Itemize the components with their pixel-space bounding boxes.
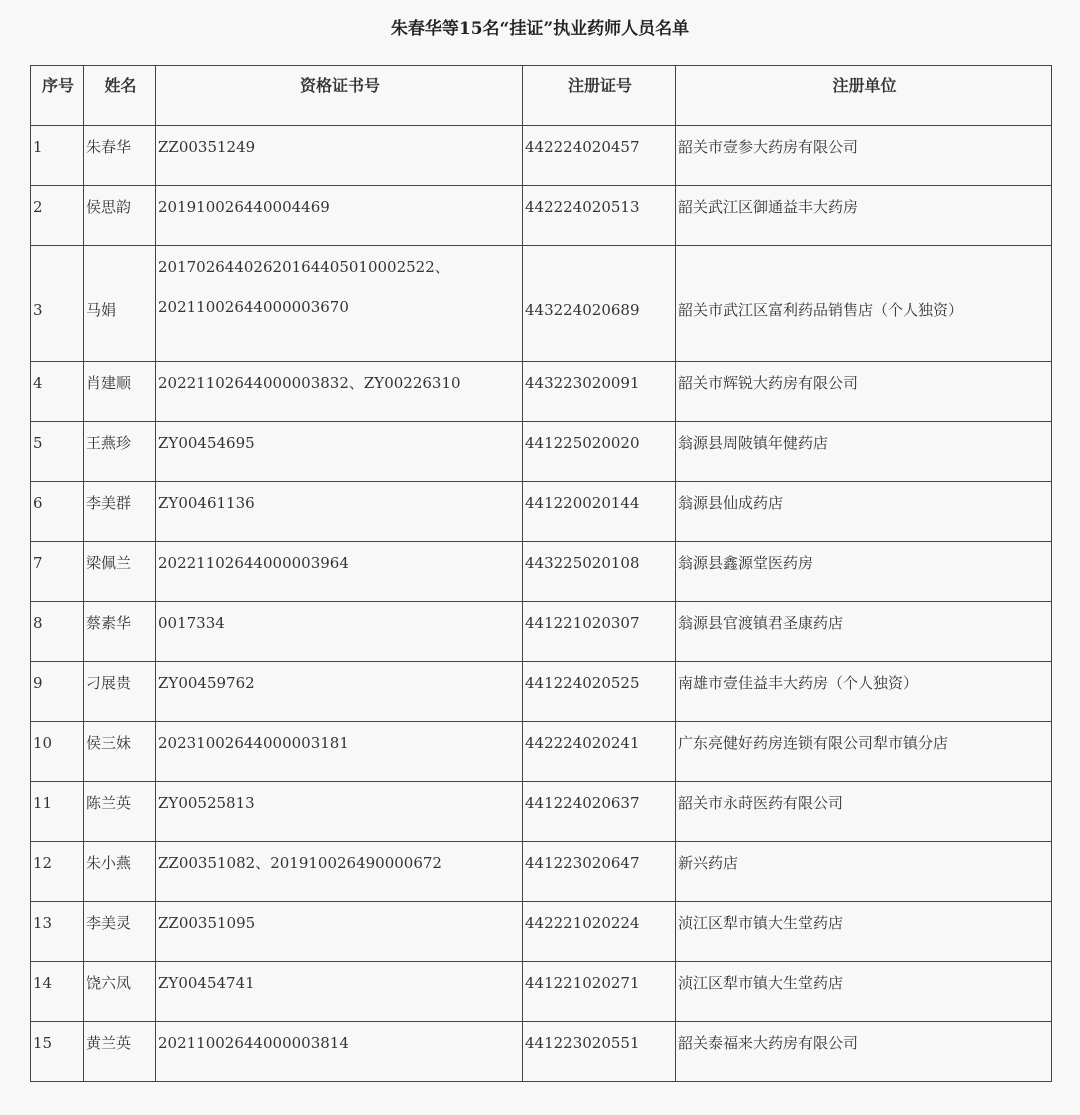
cell-index: 5	[31, 422, 84, 482]
cell-index: 9	[31, 662, 84, 722]
table-row	[31, 842, 1052, 902]
table-row	[31, 662, 1052, 722]
cell-index: 7	[31, 542, 84, 602]
cert-number-line: 20211002644000003670	[158, 298, 349, 316]
cell-registration-number: 442221020224	[523, 902, 676, 962]
cell-cert-number	[156, 542, 523, 602]
cert-number-line: ZY00454741	[158, 974, 255, 992]
cell-index: 2	[31, 186, 84, 246]
cell-index: 3	[31, 246, 84, 362]
cell-name: 李美群	[84, 482, 156, 542]
cell-cert-number	[156, 662, 523, 722]
cell-registration-number: 441221020307	[523, 602, 676, 662]
cell-name: 马娟	[84, 246, 156, 362]
table-row	[31, 722, 1052, 782]
header-col-index: 序号	[31, 66, 84, 126]
cell-registered-unit: 翁源县鑫源堂医药房	[676, 542, 1052, 602]
table-row	[31, 602, 1052, 662]
cell-name: 肖建顺	[84, 362, 156, 422]
cell-name: 陈兰英	[84, 782, 156, 842]
cell-index: 4	[31, 362, 84, 422]
table-row	[31, 186, 1052, 246]
cert-number-line: 20221102644000003832、ZY00226310	[158, 374, 461, 392]
table-header-row	[31, 66, 1052, 126]
cell-registration-number: 441221020271	[523, 962, 676, 1022]
cell-registered-unit: 韶关市壹参大药房有限公司	[676, 126, 1052, 186]
cell-index: 8	[31, 602, 84, 662]
cert-number-line: 20221102644000003964	[158, 554, 349, 572]
cell-cert-number	[156, 482, 523, 542]
table-row	[31, 362, 1052, 422]
cell-cert-number	[156, 842, 523, 902]
cell-cert-number	[156, 362, 523, 422]
cell-name: 朱春华	[84, 126, 156, 186]
cell-index: 6	[31, 482, 84, 542]
cert-number-line: 0017334	[158, 614, 225, 632]
cell-registered-unit: 韶关市永莳医药有限公司	[676, 782, 1052, 842]
cert-number-line: ZZ00351095	[158, 914, 256, 932]
cert-number-line: ZY00454695	[158, 434, 255, 452]
cell-name: 刁展贵	[84, 662, 156, 722]
cell-registration-number: 443224020689	[523, 246, 676, 362]
cell-cert-number	[156, 422, 523, 482]
cell-registered-unit: 翁源县仙成药店	[676, 482, 1052, 542]
cell-index: 13	[31, 902, 84, 962]
cell-registered-unit: 南雄市壹佳益丰大药房（个人独资）	[676, 662, 1052, 722]
cell-registered-unit: 广东亮健好药房连锁有限公司犁市镇分店	[676, 722, 1052, 782]
cell-name: 饶六凤	[84, 962, 156, 1022]
cell-index: 1	[31, 126, 84, 186]
cell-registered-unit: 翁源县周陂镇年健药店	[676, 422, 1052, 482]
document-title: 朱春华等15名“挂证”执业药师人员名单	[390, 19, 690, 39]
cell-registration-number: 441220020144	[523, 482, 676, 542]
cell-cert-number	[156, 1022, 523, 1082]
cell-cert-number	[156, 246, 523, 362]
cell-cert-number	[156, 126, 523, 186]
cell-index: 14	[31, 962, 84, 1022]
cell-cert-number	[156, 962, 523, 1022]
header-col-name: 姓名	[84, 66, 156, 126]
cell-registration-number: 442224020513	[523, 186, 676, 246]
cell-registered-unit: 新兴药店	[676, 842, 1052, 902]
cell-registration-number: 441223020647	[523, 842, 676, 902]
cell-cert-number	[156, 602, 523, 662]
cert-number-line: ZY00525813	[158, 794, 255, 812]
cell-registration-number: 441225020020	[523, 422, 676, 482]
cell-registration-number: 443225020108	[523, 542, 676, 602]
table-row	[31, 422, 1052, 482]
cell-index: 11	[31, 782, 84, 842]
table-row	[31, 782, 1052, 842]
cell-registered-unit: 韶关武江区御通益丰大药房	[676, 186, 1052, 246]
cell-name: 王燕珍	[84, 422, 156, 482]
cell-index: 12	[31, 842, 84, 902]
table-row	[31, 902, 1052, 962]
cert-number-line: 20231002644000003181	[158, 734, 349, 752]
cell-name: 梁佩兰	[84, 542, 156, 602]
cert-number-line: ZZ00351249	[158, 138, 256, 156]
cell-registered-unit: 翁源县官渡镇君圣康药店	[676, 602, 1052, 662]
cell-name: 侯三妹	[84, 722, 156, 782]
cell-registration-number: 443223020091	[523, 362, 676, 422]
cell-cert-number	[156, 782, 523, 842]
cell-registered-unit: 韶关泰福来大药房有限公司	[676, 1022, 1052, 1082]
cert-number-line: ZY00461136	[158, 494, 255, 512]
cell-registered-unit: 韶关市武江区富利药品销售店（个人独资）	[676, 246, 1052, 362]
cell-index: 10	[31, 722, 84, 782]
pharmacist-list-table	[30, 65, 1052, 1082]
cell-registered-unit: 浈江区犁市镇大生堂药店	[676, 962, 1052, 1022]
cell-registration-number: 441223020551	[523, 1022, 676, 1082]
cell-registered-unit: 韶关市辉锐大药房有限公司	[676, 362, 1052, 422]
cell-registration-number: 441224020637	[523, 782, 676, 842]
table-row	[31, 246, 1052, 362]
cert-number-line: 201910026440004469	[158, 198, 330, 216]
header-col-cert-number: 资格证书号	[156, 66, 523, 126]
cell-name: 侯思韵	[84, 186, 156, 246]
cell-registered-unit: 浈江区犁市镇大生堂药店	[676, 902, 1052, 962]
cell-cert-number	[156, 902, 523, 962]
header-col-registration-number: 注册证号	[523, 66, 676, 126]
table-row	[31, 482, 1052, 542]
cell-name: 李美灵	[84, 902, 156, 962]
cert-number-line: ZZ00351082、201910026490000672	[158, 854, 442, 872]
cell-name: 蔡素华	[84, 602, 156, 662]
table-row	[31, 962, 1052, 1022]
cert-number-line: 20170264402620164405010002522、	[158, 258, 450, 276]
table-row	[31, 1022, 1052, 1082]
cell-name: 黄兰英	[84, 1022, 156, 1082]
cell-cert-number	[156, 722, 523, 782]
table-row	[31, 126, 1052, 186]
cell-cert-number	[156, 186, 523, 246]
cert-number-line: ZY00459762	[158, 674, 255, 692]
cell-index: 15	[31, 1022, 84, 1082]
cell-registration-number: 442224020457	[523, 126, 676, 186]
cell-registration-number: 441224020525	[523, 662, 676, 722]
table-row	[31, 542, 1052, 602]
cert-number-line: 20211002644000003814	[158, 1034, 349, 1052]
header-col-registered-unit: 注册单位	[676, 66, 1052, 126]
cell-registration-number: 442224020241	[523, 722, 676, 782]
cell-name: 朱小燕	[84, 842, 156, 902]
